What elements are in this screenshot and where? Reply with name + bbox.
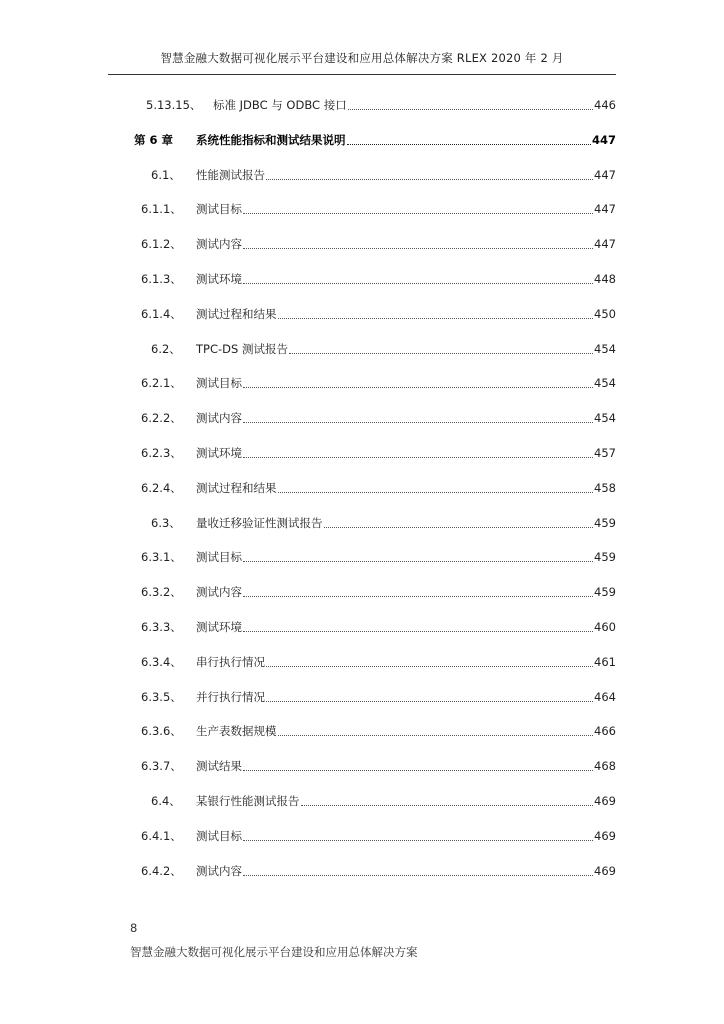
toc-page-number: 454	[594, 376, 616, 391]
toc-row[interactable]	[0, 199, 724, 219]
toc-row[interactable]	[0, 304, 724, 324]
toc-dot-leader	[243, 561, 593, 562]
toc-dot-leader	[243, 387, 593, 388]
toc-page-number: 460	[594, 620, 616, 634]
toc-page-number: 454	[594, 411, 616, 426]
toc-dot-leader	[289, 353, 593, 354]
toc-entry	[196, 234, 616, 254]
toc-dot-leader	[324, 527, 594, 528]
toc-number: 6.1、	[151, 167, 181, 182]
toc-row[interactable]	[0, 269, 724, 289]
toc-entry	[196, 443, 616, 463]
toc-entry	[196, 130, 616, 150]
toc-number: 6.4.1、	[141, 828, 182, 843]
toc-title: 量收迁移验证性测试报告	[196, 515, 323, 530]
toc-dot-leader	[348, 109, 593, 110]
toc-page-number: 454	[594, 341, 616, 356]
toc-page-number: 447	[594, 237, 616, 252]
toc-entry	[196, 373, 616, 393]
toc-page-number: 459	[594, 515, 616, 530]
toc-entry	[196, 478, 616, 498]
toc-row[interactable]	[0, 373, 724, 393]
toc-row[interactable]	[0, 95, 724, 115]
toc-row[interactable]	[0, 130, 724, 150]
toc-dot-leader	[243, 213, 593, 214]
toc-row[interactable]	[0, 547, 724, 567]
toc-page-number: 447	[594, 167, 616, 182]
toc-number: 6.3.1、	[141, 550, 182, 565]
toc-dot-leader	[347, 144, 591, 145]
toc-title: 系统性能指标和测试结果说明	[196, 132, 346, 147]
toc-dot-leader	[266, 179, 593, 180]
toc-title: 某银行性能测试报告	[196, 794, 300, 808]
toc-dot-leader	[243, 875, 593, 876]
toc-entry	[196, 687, 616, 707]
toc-dot-leader	[243, 248, 593, 249]
toc-entry	[196, 408, 616, 428]
toc-row[interactable]	[0, 791, 724, 811]
toc-number: 6.2.4、	[141, 480, 182, 495]
toc-number: 6.2.1、	[141, 376, 182, 391]
toc-dot-leader	[243, 631, 593, 632]
toc-entry	[196, 826, 616, 846]
toc-page-number: 464	[594, 689, 616, 704]
toc-page-number: 446	[594, 98, 616, 112]
toc-entry	[196, 791, 616, 811]
toc-title: 测试内容	[196, 863, 242, 878]
toc-number: 6.1.1、	[141, 202, 182, 217]
toc-row[interactable]	[0, 617, 724, 637]
toc-row[interactable]	[0, 756, 724, 776]
toc-entry	[196, 165, 616, 185]
toc-entry	[196, 861, 616, 881]
toc-page-number: 461	[594, 654, 616, 669]
toc-page-number: 466	[594, 724, 616, 739]
toc-number: 6.1.4、	[141, 306, 182, 321]
toc-title: 串行执行情况	[196, 654, 265, 669]
toc-title: 测试内容	[196, 237, 242, 252]
toc-row[interactable]	[0, 826, 724, 846]
toc-dot-leader	[266, 701, 593, 702]
toc-entry	[196, 756, 616, 776]
toc-title: 测试环境	[196, 620, 242, 634]
toc-title: 测试过程和结果	[196, 480, 277, 495]
toc-dot-leader	[278, 492, 594, 493]
toc-page-number: 447	[594, 202, 616, 217]
toc-dot-leader	[243, 283, 593, 284]
toc-title: 测试目标	[196, 376, 242, 391]
toc-number: 6.4.2、	[141, 863, 182, 878]
toc-row[interactable]	[0, 234, 724, 254]
toc-number: 6.4、	[151, 794, 181, 808]
toc-row[interactable]	[0, 582, 724, 602]
toc-page-number: 469	[594, 828, 616, 843]
toc-title: 测试内容	[196, 585, 242, 600]
toc-row[interactable]	[0, 339, 724, 359]
toc-row[interactable]	[0, 165, 724, 185]
toc-title: 性能测试报告	[196, 167, 265, 182]
toc-page-number: 457	[594, 446, 616, 460]
toc-number: 6.1.3、	[141, 272, 182, 286]
toc-number: 6.2.3、	[141, 446, 182, 460]
toc-dot-leader	[278, 318, 594, 319]
toc-entry	[196, 547, 616, 567]
toc-row[interactable]	[0, 687, 724, 707]
toc-row[interactable]	[0, 652, 724, 672]
toc-page-number: 469	[594, 794, 616, 808]
toc-dot-leader	[243, 457, 593, 458]
toc-entry	[196, 269, 616, 289]
toc-dot-leader	[243, 596, 593, 597]
toc-row[interactable]	[0, 443, 724, 463]
page-footer: 智慧金融大数据可视化展示平台建设和应用总体解决方案	[130, 945, 418, 959]
toc-page-number: 458	[594, 480, 616, 495]
toc-entry	[196, 582, 616, 602]
toc-entry	[196, 652, 616, 672]
toc-entry	[213, 95, 616, 115]
toc-title: 测试环境	[196, 446, 242, 460]
toc-number: 5.13.15、	[146, 98, 202, 112]
toc-title: TPC-DS 测试报告	[196, 341, 288, 356]
toc-row[interactable]	[0, 861, 724, 881]
toc-entry	[196, 339, 616, 359]
toc-number: 6.2.2、	[141, 411, 182, 426]
toc-number: 6.2、	[151, 341, 181, 356]
page-header: 智慧金融大数据可视化展示平台建设和应用总体解决方案 RLEX 2020 年 2 月	[160, 51, 564, 65]
toc-number: 6.3.5、	[141, 689, 182, 704]
toc-dot-leader	[243, 770, 593, 771]
toc-entry	[196, 304, 616, 324]
toc-dot-leader	[278, 735, 594, 736]
toc-title: 测试过程和结果	[196, 306, 277, 321]
toc-row[interactable]	[0, 721, 724, 741]
toc-page-number: 468	[594, 759, 616, 774]
toc-page-number: 469	[594, 863, 616, 878]
toc-title: 测试内容	[196, 411, 242, 426]
toc-row[interactable]	[0, 408, 724, 428]
page-number: 8	[130, 921, 138, 935]
toc-page-number: 459	[594, 585, 616, 600]
toc-number: 6.3.2、	[141, 585, 182, 600]
toc-title: 测试目标	[196, 202, 242, 217]
toc-number: 第 6 章	[134, 132, 174, 147]
toc-title: 测试目标	[196, 550, 242, 565]
toc-number: 6.3.3、	[141, 620, 182, 634]
toc-entry	[196, 199, 616, 219]
toc-row[interactable]	[0, 478, 724, 498]
toc-number: 6.3、	[151, 515, 181, 530]
toc-page-number: 447	[591, 132, 616, 147]
toc-entry	[196, 721, 616, 741]
toc-title: 标准 JDBC 与 ODBC 接口	[213, 98, 347, 112]
toc-row[interactable]	[0, 513, 724, 533]
toc-number: 6.3.6、	[141, 724, 182, 739]
toc-title: 测试环境	[196, 272, 242, 286]
toc-entry	[196, 513, 616, 533]
toc-dot-leader	[266, 666, 593, 667]
toc-number: 6.1.2、	[141, 237, 182, 252]
toc-page-number: 450	[594, 306, 616, 321]
toc-dot-leader	[243, 422, 593, 423]
toc-entry	[196, 617, 616, 637]
toc-number: 6.3.4、	[141, 654, 182, 669]
toc-number: 6.3.7、	[141, 759, 182, 774]
toc-title: 生产表数据规模	[196, 724, 277, 739]
toc-title: 并行执行情况	[196, 689, 265, 704]
toc-page-number: 448	[594, 272, 616, 286]
toc-dot-leader	[243, 840, 593, 841]
toc-title: 测试目标	[196, 828, 242, 843]
toc-title: 测试结果	[196, 759, 242, 774]
toc-page-number: 459	[594, 550, 616, 565]
toc-dot-leader	[301, 805, 594, 806]
